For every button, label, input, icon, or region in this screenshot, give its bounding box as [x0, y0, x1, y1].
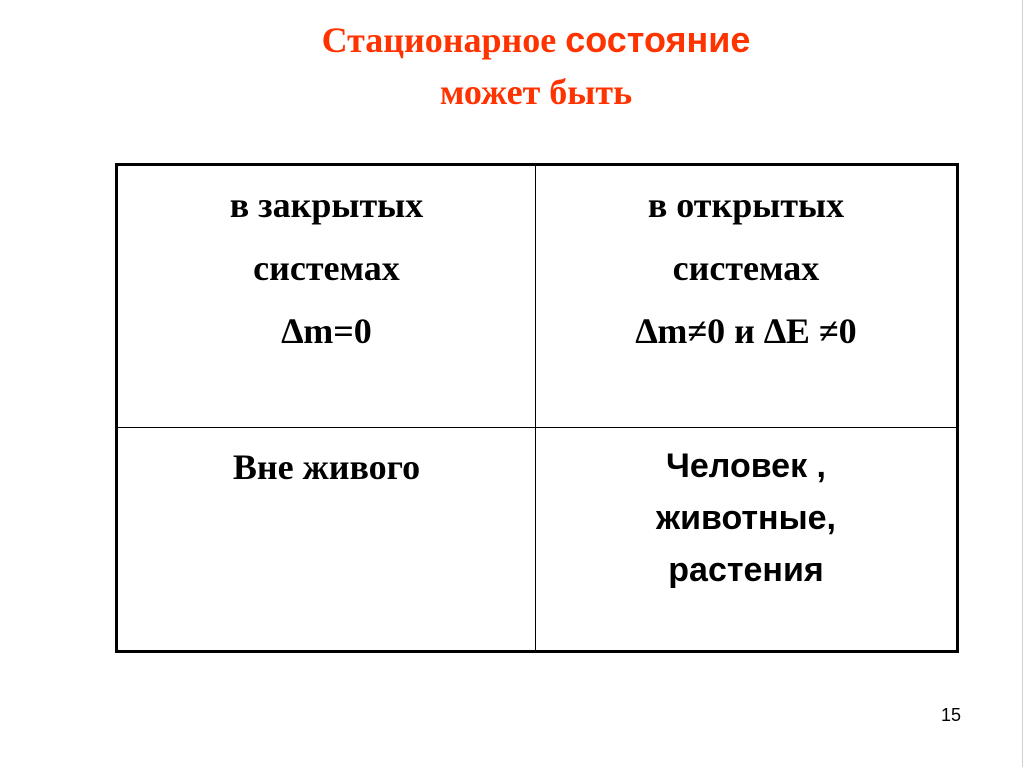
title-line-1 — [0, 14, 1024, 66]
table-row — [117, 428, 958, 652]
living-organisms-cell — [536, 428, 958, 652]
cell-text-line: ∆m≠0 и ∆E ≠0 — [635, 311, 857, 351]
comparison-table — [115, 163, 959, 653]
cell-text-line: в открытых — [647, 185, 845, 225]
cell-text-line: Человек , — [666, 447, 826, 485]
page-number: 15 — [941, 705, 962, 725]
cell-text-line: системах — [672, 248, 820, 288]
open-systems-cell — [536, 165, 958, 428]
cell-text-line: в закрытых — [229, 185, 424, 225]
closed-systems-cell — [117, 165, 536, 428]
title-word-2: состояние — [565, 19, 751, 60]
table-row — [117, 165, 958, 428]
cell-text-line: ∆m=0 — [281, 311, 372, 351]
slide-title — [0, 14, 1024, 118]
non-living-cell — [117, 428, 536, 652]
cell-text-line: Вне живого — [232, 447, 421, 487]
cell-text-line: животные, — [656, 499, 836, 537]
cell-text-line: системах — [253, 248, 400, 288]
cell-text-line: растения — [668, 551, 824, 589]
title-word-1: Стационарное — [321, 20, 557, 60]
title-line-2: может быть — [439, 72, 633, 112]
